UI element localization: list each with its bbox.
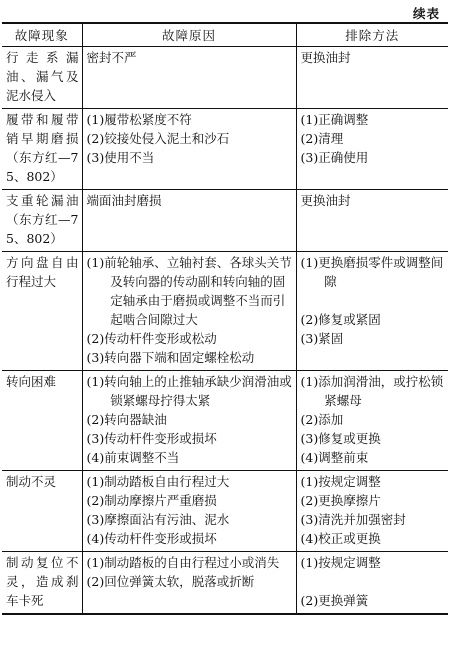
- cause-item: (2)铰接处侵入泥土和沙石: [86, 131, 230, 146]
- fault-phenomenon-cell: 制动复位不灵，造成刹车卡死: [2, 552, 82, 615]
- remedy-cell: [296, 252, 448, 371]
- remedy-item: (4)调整前束: [300, 450, 369, 465]
- remedy-cell: [296, 552, 448, 615]
- line-spacer: [301, 572, 446, 591]
- table-row: [2, 190, 448, 252]
- line-spacer: [301, 291, 446, 310]
- table-row: [2, 109, 448, 190]
- remedy-item: (3)修复或更换: [300, 431, 381, 446]
- cause-item: (2)回位弹簧太软，脱落或折断: [86, 574, 255, 589]
- cause-item: (3)使用不当: [86, 150, 155, 165]
- table-row: [2, 252, 448, 371]
- table-header-row: [2, 23, 448, 47]
- cause-item: (1)前轮轴承、立轴衬套、各球头关节及转向器的传动副和转向轴的固定轴承由于磨损或调整不当而引起啮合间隙过大: [86, 255, 292, 327]
- remedy-item: (2)更换弹簧: [300, 593, 369, 608]
- cause-item: (4)前束调整不当: [86, 450, 180, 465]
- fault-phenomenon-cell: 制动不灵: [2, 471, 82, 552]
- fault-diagnosis-table: [2, 22, 448, 615]
- cause-item: (3)转向器下端和固定螺栓松动: [86, 350, 255, 365]
- remedy-item: (4)校正或更换: [300, 531, 381, 546]
- table-row: [2, 371, 448, 471]
- cause-item: (1)制动踏板自由行程过大: [86, 474, 230, 489]
- remedy-item: (1)更换磨损零件或调整间隙: [300, 255, 444, 289]
- column-header-cause: 故障原因: [82, 23, 296, 47]
- cause-item: (1)制动踏板的自由行程过小或消失: [86, 555, 280, 570]
- cause-item: 端面油封磨损: [86, 193, 162, 208]
- remedy-cell: [296, 471, 448, 552]
- fault-phenomenon-cell: 转向困难: [2, 371, 82, 471]
- remedy-item: 更换油封: [300, 193, 351, 208]
- remedy-cell: [296, 109, 448, 190]
- cause-item: 密封不严: [86, 50, 137, 65]
- table-body: [2, 47, 448, 615]
- cause-item: (2)转向器缺油: [86, 412, 167, 427]
- remedy-cell: [296, 371, 448, 471]
- fault-cause-cell: [82, 371, 296, 471]
- remedy-item: (3)清洗并加强密封: [300, 512, 406, 527]
- table-row: [2, 552, 448, 615]
- cause-item: (1)转向轴上的止推轴承缺少润滑油或锁紧螺母拧得太紧: [86, 374, 292, 408]
- remedy-item: (3)正确使用: [300, 150, 369, 165]
- fault-cause-cell: [82, 252, 296, 371]
- fault-phenomenon-cell: 履带和履带销早期磨损（东方红—75、802）: [2, 109, 82, 190]
- remedy-item: (2)修复或紧固: [300, 312, 381, 327]
- cause-item: (2)制动摩擦片严重磨损: [86, 493, 217, 508]
- remedy-item: (2)添加: [300, 412, 344, 427]
- cause-item: (3)传动杆件变形或损坏: [86, 431, 217, 446]
- table-row: [2, 471, 448, 552]
- fault-cause-cell: [82, 47, 296, 109]
- remedy-item: (2)更换摩擦片: [300, 493, 381, 508]
- column-header-phenomenon: 故障现象: [2, 23, 82, 47]
- fault-cause-cell: [82, 109, 296, 190]
- cause-item: (1)履带松紧度不符: [86, 112, 192, 127]
- fault-cause-cell: [82, 552, 296, 615]
- remedy-item: (1)按规定调整: [300, 474, 381, 489]
- fault-phenomenon-cell: 支重轮漏油（东方红—75、802）: [2, 190, 82, 252]
- remedy-cell: [296, 190, 448, 252]
- continued-table-label: 续表: [412, 6, 440, 21]
- remedy-item: (3)紧固: [300, 331, 344, 346]
- fault-phenomenon-cell: 方向盘自由行程过大: [2, 252, 82, 371]
- cause-item: (2)传动杆件变形或松动: [86, 331, 217, 346]
- remedy-item: (1)添加润滑油，或拧松锁紧螺母: [300, 374, 444, 408]
- table-row: [2, 47, 448, 109]
- remedy-item: (1)正确调整: [300, 112, 369, 127]
- column-header-remedy: 排除方法: [296, 23, 448, 47]
- cause-item: (4)传动杆件变形或损坏: [86, 531, 217, 546]
- fault-phenomenon-cell: 行走系漏油、漏气及泥水侵入: [2, 47, 82, 109]
- cause-item: (3)摩擦面沾有污油、泥水: [86, 512, 230, 527]
- remedy-cell: [296, 47, 448, 109]
- fault-cause-cell: [82, 190, 296, 252]
- remedy-item: (1)按规定调整: [300, 555, 381, 570]
- remedy-item: (2)清理: [300, 131, 344, 146]
- remedy-item: 更换油封: [300, 50, 351, 65]
- fault-cause-cell: [82, 471, 296, 552]
